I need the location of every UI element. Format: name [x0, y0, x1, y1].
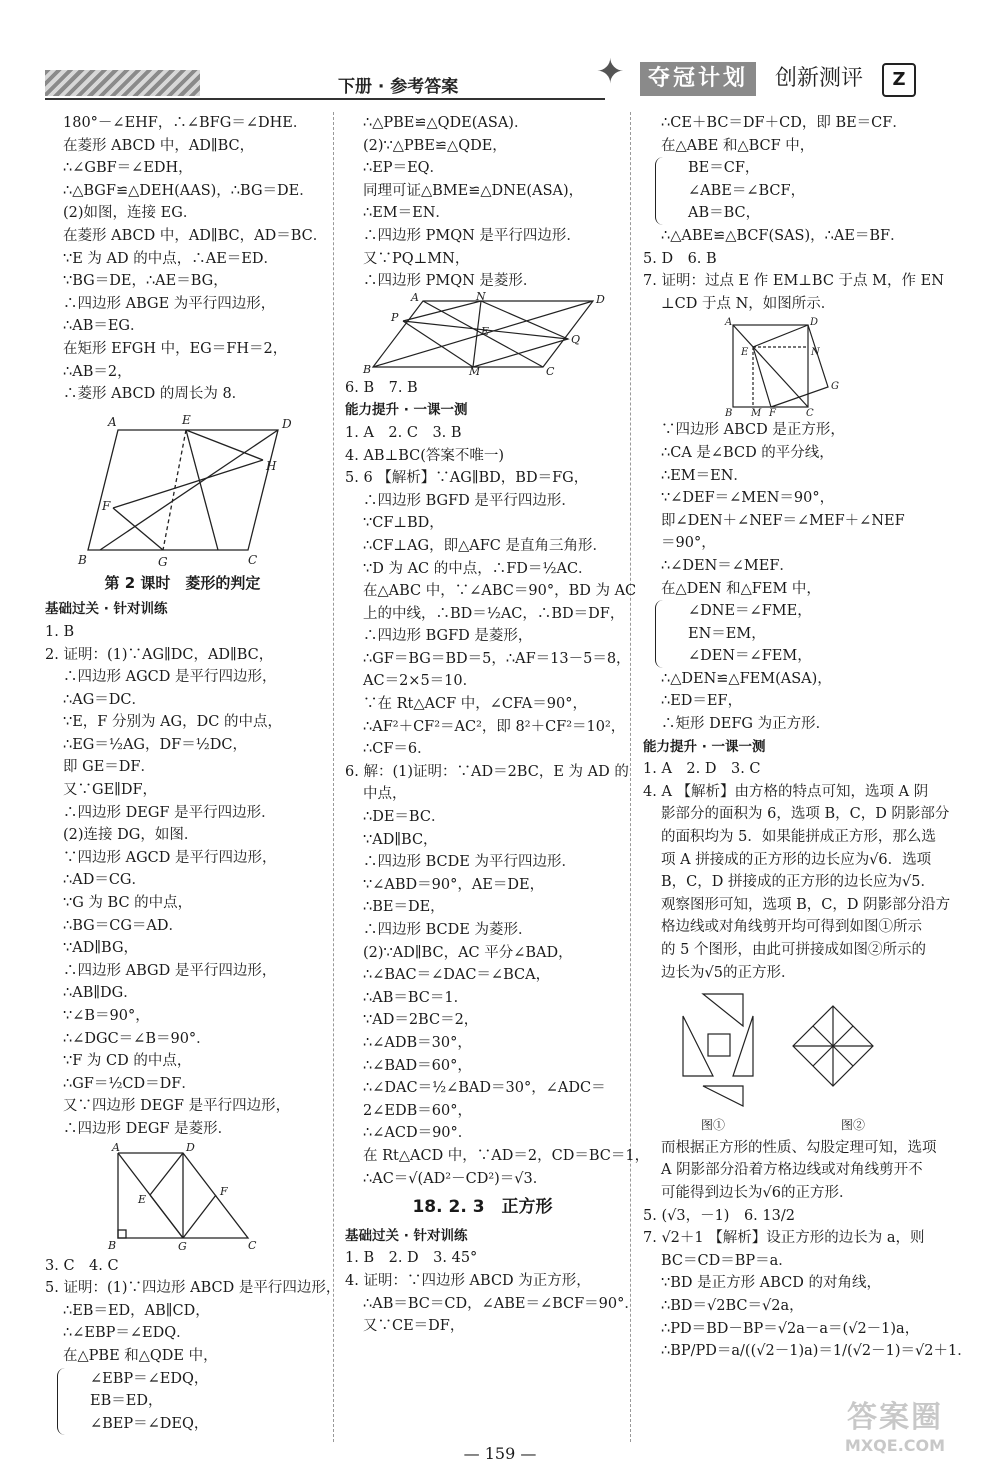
page-number: — 159 —	[463, 1444, 537, 1463]
text-line: ∴△DEN≌△FEM(ASA)，	[661, 670, 832, 687]
text-line: 在菱形 ABCD 中，AD∥BC，AD＝BC．	[63, 227, 328, 244]
condition-brace	[57, 1368, 320, 1436]
svg-text:M: M	[751, 408, 762, 420]
text-line: 而根据正方形的性质、勾股定理可知，选项	[661, 1139, 937, 1156]
text-line: 1. A 2. C 3. B	[345, 424, 462, 441]
text-line: ∴GF＝BG＝BD＝5，∴AF＝13－5＝8，	[363, 650, 631, 667]
text-line: ∴EG＝½AG，DF＝½DC，	[63, 736, 247, 753]
text-line: ∵四边形 AGCD 是平行四边形，	[63, 849, 277, 866]
text-line: 4. 证明：∵四边形 ABCD 为正方形，	[345, 1272, 591, 1289]
column-separator	[333, 112, 334, 1442]
column-separator	[630, 112, 631, 1442]
text-line: ∴BD＝√2BC＝√2a，	[661, 1297, 804, 1314]
text-line: ∵AD＝2BC＝2，	[363, 1012, 479, 1029]
svg-text:D: D	[810, 317, 819, 329]
brand-subtitle: 创新测评	[775, 66, 864, 91]
text-line: 6. B 7. B	[345, 379, 418, 396]
text-line: ∵E 为 AD 的中点，∴AE＝ED．	[63, 250, 278, 267]
text-block	[643, 668, 923, 736]
header-stripe	[45, 70, 200, 96]
svg-text:B: B	[107, 1238, 116, 1252]
text-line: (2)连接 DG，如图．	[63, 827, 199, 844]
text-line: 在矩形 EFGH 中，EG＝FH＝2，	[63, 340, 288, 357]
text-line: ∴矩形 DEFG 为正方形．	[661, 716, 831, 733]
text-line: ∴BG＝CG＝AD．	[63, 917, 184, 934]
text-line: 5. 证明：(1)∵四边形 ABCD 是平行四边形，	[45, 1280, 341, 1297]
text-line: EB＝ED，	[90, 1393, 163, 1410]
text-line: ∴CF⊥AG，即△AFC 是直角三角形．	[363, 537, 607, 554]
text-line: A 阴影部分沿着方格边线或对角线剪开不	[661, 1162, 923, 1179]
text-line: ∵AD∥BG，	[63, 940, 139, 957]
svg-text:F: F	[769, 408, 776, 420]
text-line: ∵CF⊥BD，	[363, 515, 444, 532]
text-block	[345, 1247, 639, 1337]
text-line: ∴∠DGC＝∠B＝90°．	[63, 1030, 211, 1047]
column-left	[45, 112, 341, 1435]
text-line: ∴AB∥DG．	[63, 985, 138, 1002]
text-line: ∴CA 是∠BCD 的平分线，	[661, 444, 834, 461]
svg-text:D: D	[595, 292, 605, 306]
text-line: 在△PBE 和△QDE 中，	[63, 1347, 218, 1364]
text-line: 5. (√3，－1) 6. 13/2	[643, 1207, 795, 1224]
text-block	[45, 1255, 341, 1368]
text-block	[345, 377, 620, 400]
text-line: ∴AG＝DC．	[63, 691, 146, 708]
brand-logo: 夺冠计划	[640, 62, 756, 96]
text-line: ∴四边形 ABGE 为平行四边形，	[63, 295, 276, 312]
section-heading: 能力提升 · 一课一测	[643, 738, 766, 755]
text-line: ∴∠BAD＝60°，	[363, 1057, 472, 1074]
svg-text:D: D	[281, 416, 292, 431]
svg-text:N: N	[475, 289, 486, 303]
text-block	[45, 621, 320, 1141]
puzzle-figures	[663, 986, 903, 1116]
text-line: ∠DEN＝∠FEM，	[688, 648, 812, 665]
text-line: 同理可证△BME≌△DNE(ASA)，	[363, 182, 584, 199]
text-line: (2)∵△PBE≌△QDE，	[363, 137, 507, 154]
text-line: ∴菱形 ABCD 的周长为 8．	[63, 386, 247, 403]
text-line: ∠ABE＝∠BCF，	[688, 182, 806, 199]
text-line: ∵F 为 CD 的中点，	[63, 1053, 192, 1070]
text-line: ∴ED＝EF，	[661, 693, 743, 710]
grade-badge: Z	[882, 63, 916, 97]
text-line: AC＝2×5＝10．	[363, 673, 478, 690]
svg-text:G: G	[157, 554, 168, 569]
text-line: ∴四边形 PMQN 是菱形．	[363, 273, 538, 290]
text-block	[643, 419, 923, 600]
svg-text:B: B	[362, 362, 371, 376]
text-line: 的 5 个图形，由此可拼接成如图②所示的	[661, 942, 926, 958]
text-block	[643, 1137, 972, 1363]
text-block	[643, 112, 923, 157]
text-line: ∴EM＝EN．	[363, 205, 450, 222]
text-line: 可能得到边长为√6的正方形．	[661, 1184, 854, 1201]
text-line: ∴四边形 DEGF 是平行四边形．	[63, 804, 276, 821]
text-line: ∴△ABE≌△BCF(SAS)，∴AE＝BF．	[661, 227, 905, 244]
svg-text:C: C	[545, 364, 554, 378]
svg-text:D: D	[185, 1140, 195, 1154]
rhombus-figure	[68, 408, 298, 568]
text-line: ∴∠ADB＝30°，	[363, 1034, 472, 1051]
figure-caption: 图①	[700, 1118, 725, 1133]
text-line: 在菱形 ABCD 中，AD∥BC，	[63, 137, 255, 154]
svg-text:B: B	[725, 408, 733, 420]
text-line: ∠EBP＝∠EDQ，	[90, 1370, 209, 1387]
text-line: ∴四边形 BGFD 是平行四边形．	[363, 492, 576, 509]
column-right	[643, 112, 972, 1363]
text-line: 在△ABC 中，∵∠ABC＝90°，BD 为 AC	[363, 583, 637, 600]
text-line: 7. √2＋1 【解析】设正方形的边长为 a，则	[643, 1230, 925, 1247]
svg-text:C: C	[806, 408, 814, 420]
svg-text:E: E	[137, 1192, 146, 1206]
text-line: ∵∠B＝90°，	[63, 1008, 150, 1024]
section-heading: 能力提升 · 一课一测	[345, 402, 468, 419]
text-line: ∴四边形 BGFD 是菱形，	[363, 628, 533, 645]
text-line: 观察图形可知，选项 B，C，D 阴影部分沿方	[661, 896, 951, 913]
text-line: ∴EP＝EQ．	[363, 160, 445, 177]
text-line: 2. 证明：(1)∵AG∥DC，AD∥BC，	[45, 646, 274, 663]
condition-brace	[655, 600, 923, 668]
text-line: 在△DEN 和△FEM 中，	[661, 580, 821, 597]
section-heading: 基础过关 · 针对训练	[345, 1227, 468, 1244]
text-line: 7. 证明：过点 E 作 EM⊥BC 于点 M，作 EN	[643, 273, 944, 290]
text-line: ∴CF＝6．	[363, 741, 432, 758]
text-block	[345, 112, 620, 293]
lesson-title: 第 2 课时 菱形的判定	[104, 573, 261, 592]
text-line: ∴BE＝DE，	[363, 899, 445, 916]
text-line: 在△ABE 和△BCF 中，	[661, 137, 815, 154]
text-line: ∵G 为 BC 的中点，	[63, 895, 193, 912]
svg-text:F: F	[219, 1184, 228, 1198]
text-line: ∴四边形 ABGD 是平行四边形，	[63, 962, 277, 979]
svg-text:A: A	[410, 290, 419, 304]
svg-text:C: C	[247, 552, 257, 567]
svg-text:H: H	[265, 458, 276, 473]
text-line: 6. 解：(1)证明：∵AD＝2BC，E 为 AD 的	[345, 763, 629, 780]
svg-text:N: N	[811, 347, 820, 359]
text-line: ∠BEP＝∠DEQ，	[90, 1415, 209, 1432]
text-line: ∴GF＝½CD＝DF．	[63, 1075, 196, 1092]
svg-text:B: B	[77, 552, 87, 567]
text-line: ∠DNE＝∠FME，	[688, 603, 812, 620]
text-line: 即∠DEN＋∠NEF＝∠MEF＋∠NEF	[661, 512, 905, 529]
text-line: ∴PD＝BD－BP＝√2a－a＝(√2－1)a，	[661, 1320, 920, 1337]
text-line: ∴AB＝2，	[63, 363, 132, 380]
header-rule	[45, 98, 605, 100]
text-line: 5. 6 【解析】∵AG∥BD，BD＝FG，	[345, 470, 589, 487]
text-line: ∴△BGF≌△DEH(AAS)，∴BG＝DE．	[63, 182, 314, 199]
text-line: 影部分的面积为 6，选项 B，C，D 阴影部分	[661, 806, 950, 823]
text-line: 1. A 2. D 3. C	[643, 761, 761, 778]
text-line: BE＝CF，	[688, 160, 760, 177]
figure-caption: 图②	[840, 1118, 865, 1133]
svg-text:Q: Q	[570, 332, 580, 346]
text-line: 上的中线，∴BD＝½AC，∴BD＝DF，	[363, 605, 625, 622]
svg-text:A: A	[107, 414, 117, 429]
text-line: 项 A 拼接成的正方形的边长应为√6．选项	[661, 851, 932, 868]
text-line: 1. B 2. D 3. 45°	[345, 1250, 478, 1267]
svg-text:G: G	[831, 381, 839, 393]
svg-text:M: M	[468, 364, 480, 378]
text-line: 又∵GE∥DF，	[63, 782, 158, 799]
text-block	[45, 112, 328, 406]
svg-text:P: P	[390, 310, 398, 324]
svg-text:F: F	[101, 498, 110, 513]
text-line: 4. A 【解析】由方格的特点可知，选项 A 阴	[643, 783, 929, 800]
svg-text:E: E	[181, 412, 191, 427]
text-line: ∴四边形 DEGF 是菱形．	[63, 1120, 233, 1137]
text-line: ∴EB＝ED，AB∥CD，	[63, 1302, 210, 1319]
text-line: 4. AB⊥BC(答案不唯一)	[345, 447, 505, 464]
text-line: ∴∠BAC＝∠DAC＝∠BCA，	[363, 967, 551, 984]
section-title: 18. 2. 3 正方形	[412, 1197, 553, 1218]
parallelogram-figure	[362, 289, 605, 378]
text-block	[345, 422, 650, 1190]
text-line: 中点，	[363, 786, 407, 803]
text-line: 边长为√5的正方形．	[661, 964, 796, 981]
text-line: ∴四边形 AGCD 是平行四边形，	[63, 669, 277, 686]
text-line: (2)∵AD∥BC，AC 平分∠BAD，	[363, 944, 573, 961]
text-line: 又∵四边形 DEGF 是平行四边形，	[63, 1098, 291, 1115]
svg-text:E: E	[480, 324, 489, 338]
text-line: B，C，D 拼接成的正方形的边长应为√5．	[661, 874, 935, 891]
text-block	[643, 225, 944, 315]
text-line: ∵BG＝DE，∴AE＝BG，	[63, 273, 228, 290]
section-heading: 基础过关 · 针对训练	[45, 601, 168, 618]
page-header	[0, 0, 1000, 110]
text-line: ＝90°，	[661, 535, 716, 552]
text-line: ∵∠DEF＝∠MEN＝90°，	[661, 490, 835, 507]
condition-brace	[655, 157, 923, 225]
watermark-logo: 答案圈	[847, 1400, 943, 1435]
text-line: ∴DE＝BC．	[363, 809, 446, 826]
text-line: ∴四边形 BCDE 为平行四边形．	[363, 854, 576, 871]
text-line: 3. C 4. C	[45, 1257, 119, 1274]
text-line: (2)如图，连接 EG．	[63, 205, 198, 222]
svg-text:E: E	[741, 347, 749, 359]
text-line: 1. B	[45, 623, 75, 640]
text-line: ∴四边形 BCDE 为菱形．	[363, 922, 533, 938]
svg-text:A: A	[111, 1140, 120, 1154]
text-line: 即 GE＝DF．	[63, 759, 155, 776]
text-line: 5. D 6. B	[643, 250, 717, 267]
text-line: ∴EM＝EN．	[661, 467, 748, 484]
text-line: ∴CE＋BC＝DF＋CD，即 BE＝CF．	[661, 115, 907, 131]
text-line: ⊥CD 于点 N，如图所示．	[661, 295, 836, 312]
text-line: ∴AB＝BC＝CD，∠ABE＝∠BCF＝90°．	[363, 1295, 639, 1312]
text-line: ∵∠ABD＝90°，AE＝DE，	[363, 876, 545, 893]
text-block	[643, 758, 951, 984]
text-line: ∴四边形 PMQN 是平行四边形．	[363, 227, 581, 244]
column-middle	[345, 112, 650, 1338]
text-line: ∵E，F 分别为 AG，DC 的中点，	[63, 714, 282, 731]
text-line: ∴AF²＋CF²＝AC²，即 8²＋CF²＝10²，	[363, 718, 626, 735]
text-line: ∵AD∥BC，	[363, 831, 438, 848]
text-line: EN＝EM，	[688, 625, 766, 642]
text-line: AB＝BC，	[688, 205, 761, 222]
watermark-url: MXQE.COM	[844, 1436, 946, 1455]
text-line: ∴△PBE≌△QDE(ASA)．	[363, 115, 529, 131]
text-line: ∴∠GBF＝∠EDH，	[63, 160, 193, 177]
square-figure	[713, 317, 853, 420]
text-line: 的面积均为 5．如果能拼成正方形，那么选	[661, 829, 936, 846]
text-line: ∴∠DAC＝½∠BAD＝30°，∠ADC＝	[363, 1080, 606, 1097]
text-line: ∴∠EBP＝∠EDQ．	[63, 1325, 191, 1342]
svg-text:C: C	[247, 1238, 256, 1252]
text-line: ∴AD＝CG．	[63, 872, 146, 889]
text-line: ∵BD 是正方形 ABCD 的对角线，	[661, 1275, 881, 1292]
text-line: ∵在 Rt△ACF 中，∠CFA＝90°，	[363, 696, 587, 713]
text-line: BC＝CD＝BP＝a．	[661, 1252, 793, 1269]
trapezoid-figure	[98, 1140, 268, 1253]
text-line: 格边线或对角线剪开均可得到如图①所示	[661, 919, 922, 936]
site-watermark	[810, 1400, 980, 1460]
text-line: ∴AB＝BC＝1．	[363, 989, 469, 1006]
text-line: ∴∠ACD＝90°．	[363, 1125, 473, 1142]
text-line: 又∵PQ⊥MN，	[363, 250, 470, 267]
text-line: 又∵CE＝DF，	[363, 1318, 465, 1335]
text-line: ∵四边形 ABCD 是正方形，	[661, 422, 845, 439]
header-title: 下册 · 参考答案	[338, 77, 459, 97]
text-line: ∵D 为 AC 的中点，∴FD＝½AC．	[363, 560, 593, 577]
svg-text:A: A	[725, 317, 733, 329]
svg-text:G: G	[177, 1239, 187, 1253]
text-line: 2∠EDB＝60°，	[363, 1102, 472, 1119]
text-line: ∴AB＝EG．	[63, 318, 145, 335]
text-line: 在 Rt△ACD 中，∵AD＝2，CD＝BC＝1，	[363, 1147, 650, 1164]
text-line: ∴∠DEN＝∠MEF．	[661, 557, 794, 574]
trophy-runner-icon: ✦	[596, 52, 625, 92]
text-line: 180°－∠EHF，∴∠BFG＝∠DHE．	[63, 115, 308, 131]
text-line: ∴BP/PD＝a/((√2－1)a)＝1/(√2－1)＝√2＋1．	[661, 1343, 972, 1360]
text-line: ∴AC＝√(AD²－CD²)＝√3．	[363, 1170, 548, 1187]
